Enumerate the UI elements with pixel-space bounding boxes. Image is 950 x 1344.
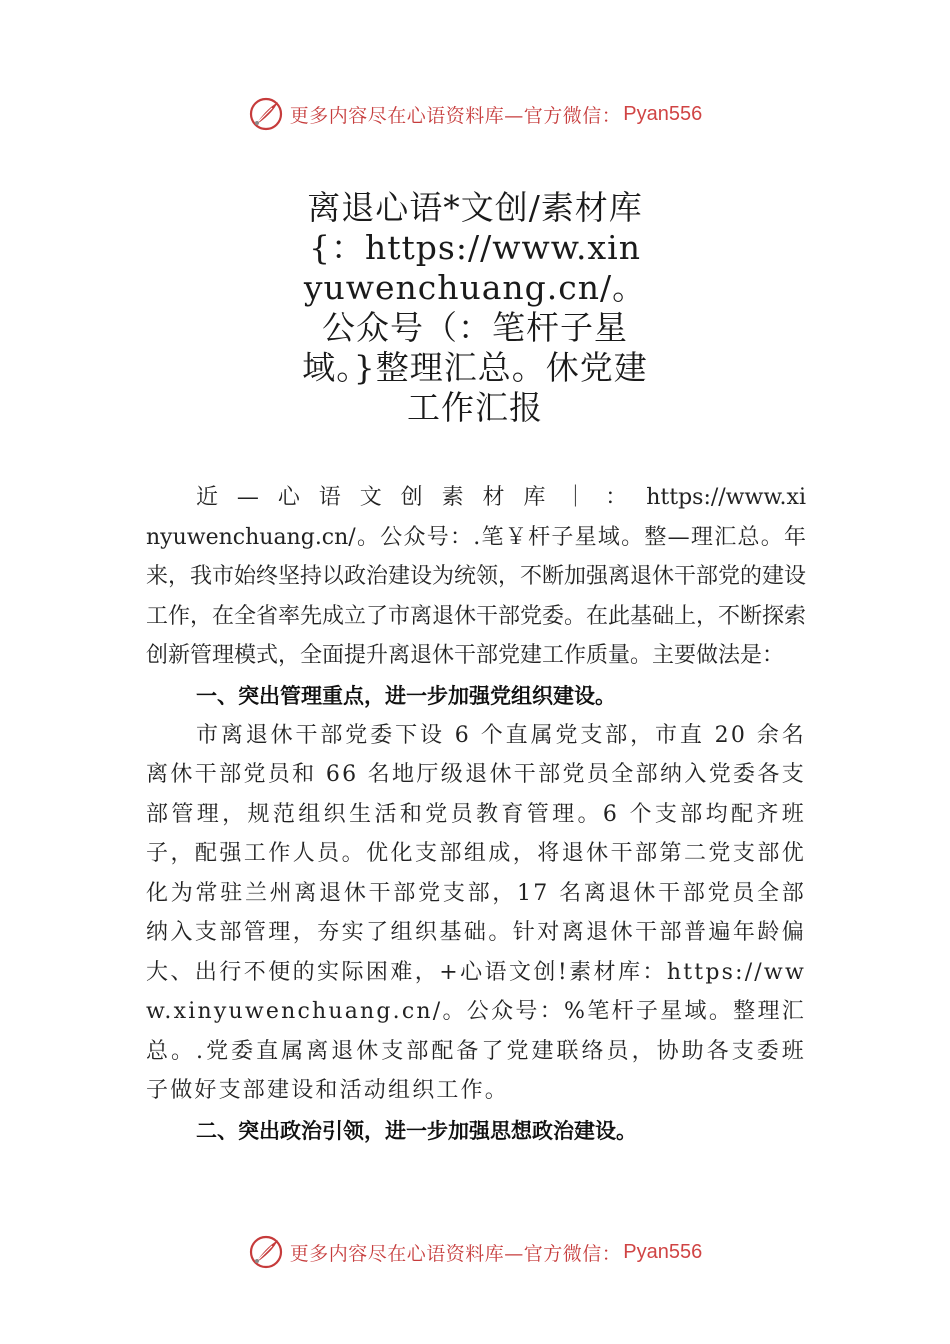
- banner-wechat-id: Pyan556: [623, 1240, 703, 1263]
- quill-pen-logo-icon: [248, 1234, 284, 1270]
- paragraph-section-1: 市离退休干部党委下设 6 个直属党支部，市直 20 余名离休干部党员和 66 名地厅级退休干部党员全部纳入党委各支部管理，规范组织生活和党员教育管理。6 个支部均配齐班子，配强工作人员。优化支部组成，将退休干部第二党支部优化为常驻兰州离退休干部党支部，17 名离退休干部党员全部纳入支部管理，夯实了组织基础。针对离退休干部普遍年龄偏大、出行不便的实际困难，+心语文创!素材库：https://www.xinyuwenchuang.cn/。公众号：%笔杆子星域。整理汇总。.党委直属离退休支部配备了党建联络员，协助各支委班子做好支部建设和活动组织工作。: [146, 722, 806, 1103]
- quill-pen-logo-icon: [248, 96, 284, 132]
- banner-wechat-id: Pyan556: [623, 102, 703, 125]
- paragraph-intro: [146, 478, 806, 676]
- intro-spread-text: 近—心语文创素材库｜：: [196, 485, 647, 510]
- document-title: 离退心语*文创/素材库{：https://www.xinyuwenchuang.cn/。公众号（：笔杆子星域。}整理汇总。休党建工作汇报: [302, 188, 648, 427]
- banner-text: 更多内容尽在心语资料库—官方微信：: [289, 104, 622, 127]
- banner-text: 更多内容尽在心语资料库—官方微信：: [289, 1242, 622, 1265]
- footer-watermark-banner: [0, 1232, 950, 1272]
- document-body: [146, 478, 806, 1151]
- section-heading-1: 一、突出管理重点，进一步加强党组织建设。: [196, 683, 616, 708]
- intro-rest-text: https://www.xinyuwenchuang.cn/。公众号：.笔￥杆子星域。整—理汇总。年来，我市始终坚持以政治建设为统领，不断加强离退休干部党的建设工作，在全省率先成立了市离退休干部党委。在此基础上，不断探索创新管理模式，全面提升离退休干部党建工作质量。主要做法是：: [146, 485, 807, 668]
- header-watermark-banner: [0, 94, 950, 134]
- section-heading-2: 二、突出政治引领，进一步加强思想政治建设。: [196, 1118, 637, 1143]
